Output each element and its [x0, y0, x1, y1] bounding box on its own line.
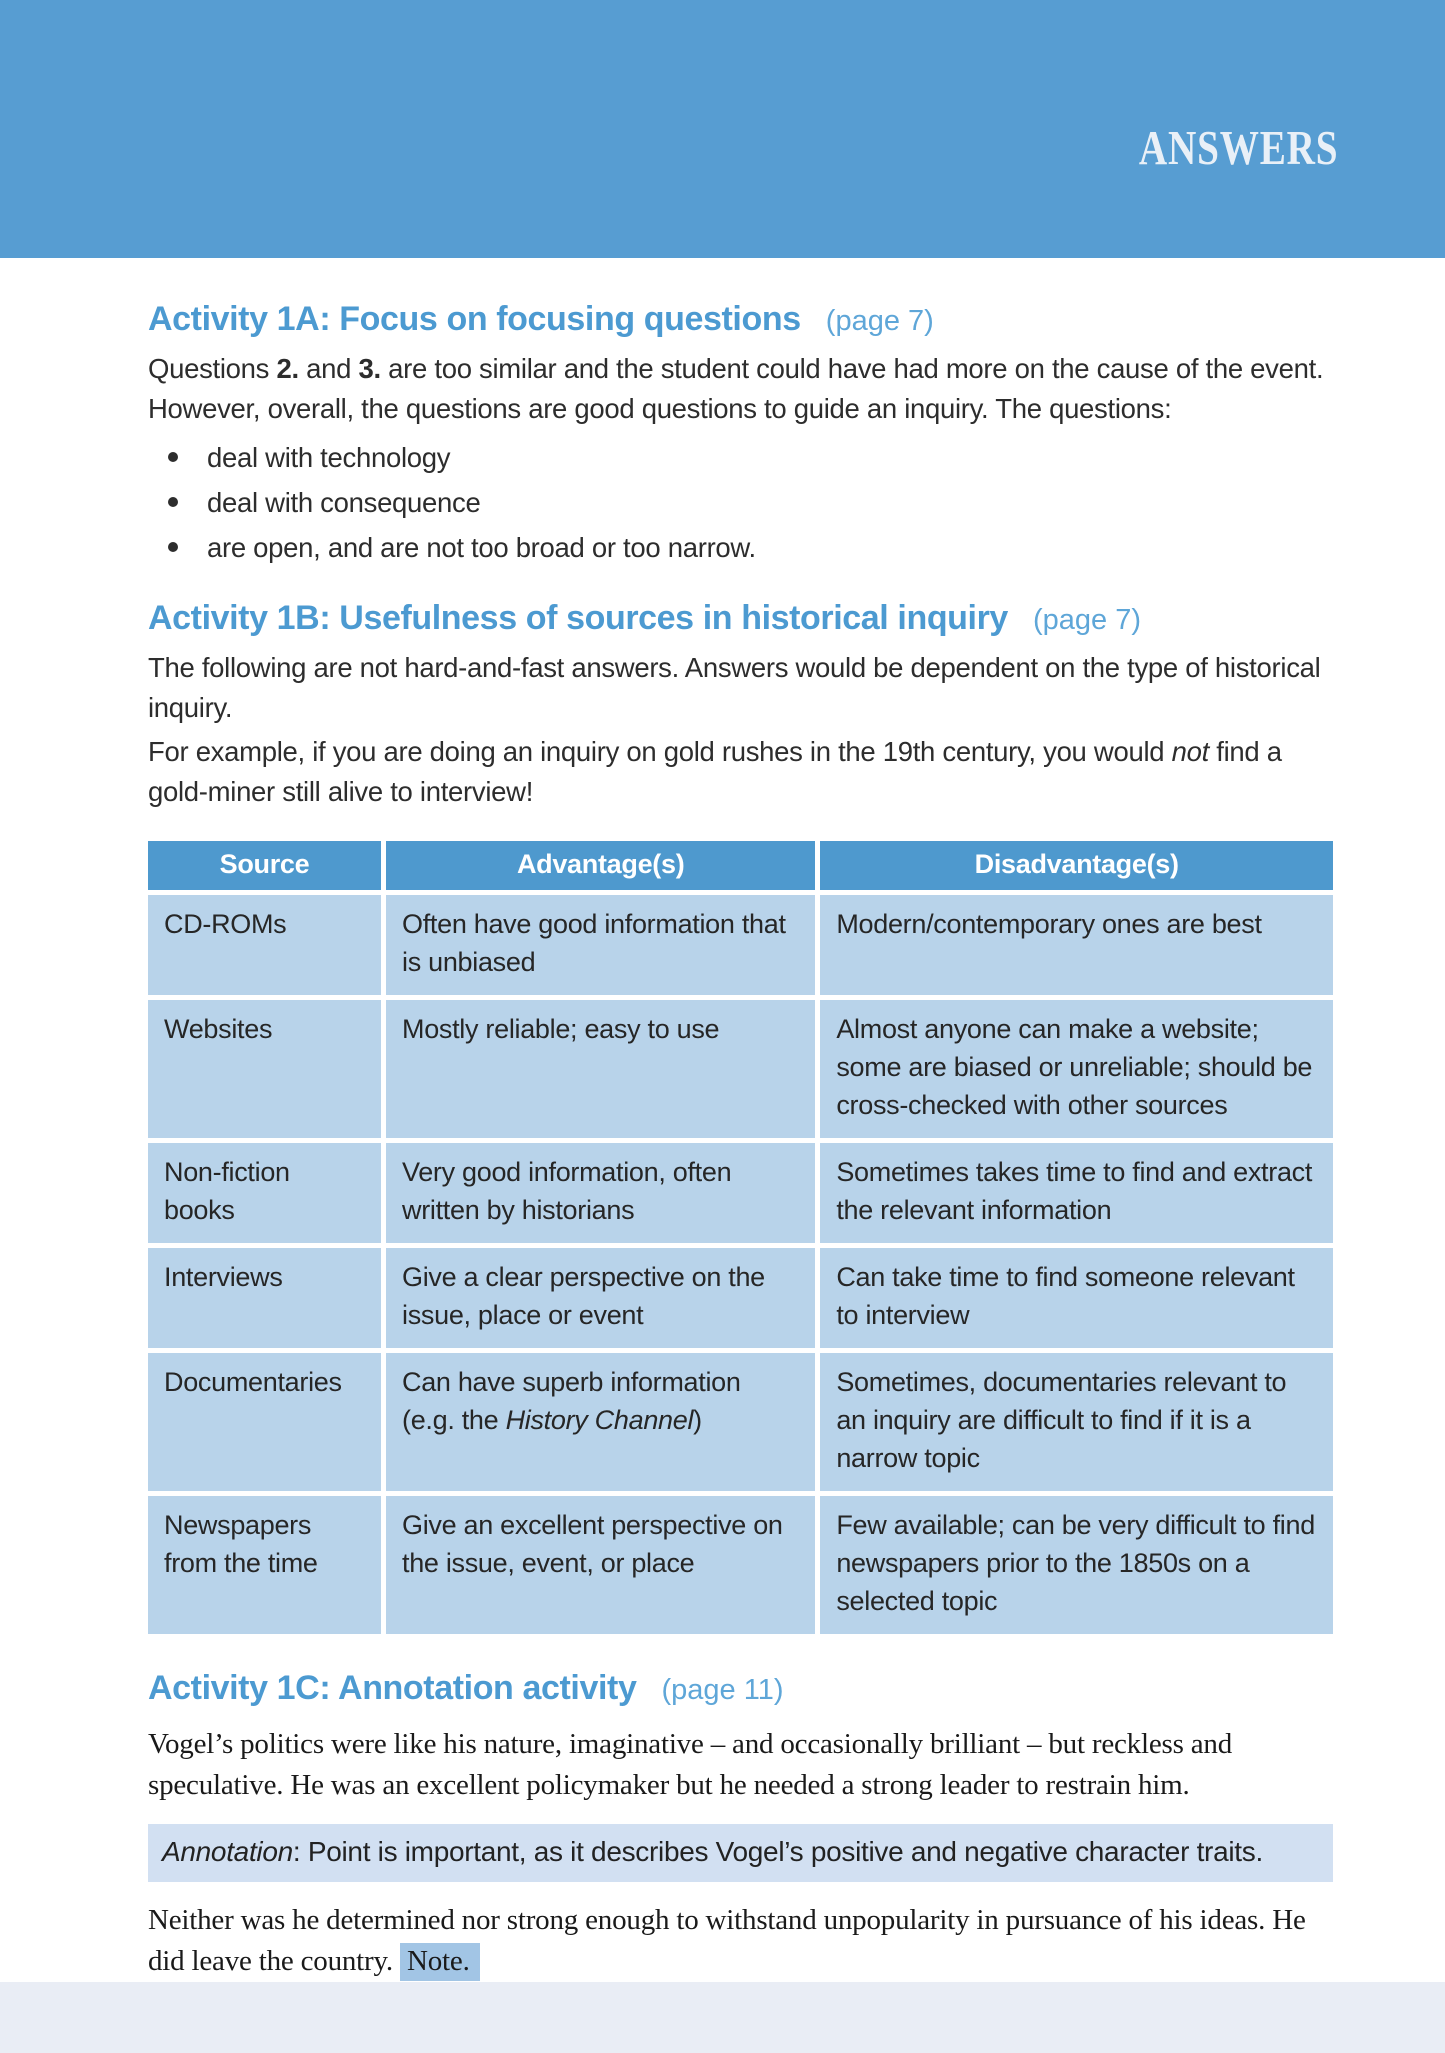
table-row [146, 1141, 1336, 1246]
column-header-advantage: Advantage(s) [384, 839, 818, 893]
cell-source: CD-ROMs [146, 893, 384, 998]
cell-disadvantage: Almost anyone can make a website; some are biased or unreliable; should be cross-checked with other sources [818, 998, 1336, 1141]
column-header-source: Source [146, 839, 384, 893]
cell-advantage: Can have superb information (e.g. the History Channel) [384, 1351, 818, 1494]
note-highlight: Note. [400, 1943, 480, 1981]
footer-band [0, 1982, 1445, 2053]
bullet-dot [168, 452, 178, 462]
annotation-callout-1: Annotation: Point is important, as it describes Vogel’s positive and negative character traits. [148, 1824, 1333, 1882]
sources-table [143, 836, 1338, 1639]
page-content [0, 258, 1445, 2053]
table-row [146, 1351, 1336, 1494]
activity-1a-title: Activity 1A: Focus on focusing questions [148, 300, 801, 338]
bullet-text: deal with technology [207, 442, 451, 473]
bullet-item [148, 527, 1333, 569]
bullet-text: are open, and are not too broad or too narrow. [207, 532, 756, 563]
cell-disadvantage: Sometimes, documentaries relevant to an inquiry are difficult to find if it is a narrow topic [818, 1351, 1336, 1494]
focusing-questions-bullet-list [148, 437, 1333, 569]
cell-source: Non-fiction books [146, 1141, 384, 1246]
cell-advantage: Often have good information that is unbiased [384, 893, 818, 998]
cell-advantage: Mostly reliable; easy to use [384, 998, 818, 1141]
activity-1b-heading [148, 599, 1333, 638]
bullet-item [148, 437, 1333, 479]
cell-disadvantage: Modern/contemporary ones are best [818, 893, 1336, 998]
activity-1a-page-ref: (page 7) [825, 305, 934, 337]
bullet-item [148, 482, 1333, 524]
bullet-dot [168, 497, 178, 507]
vogel-excerpt-para-1: Vogel’s politics were like his nature, imaginative – and occasionally brilliant – but reckless and speculative. He was an excellent policymaker but he needed a strong leader to restrain him. [148, 1728, 1233, 1801]
banner-title: ANSWERS [1138, 119, 1338, 175]
activity-1b-para-2: For example, if you are doing an inquiry on gold rushes in the 19th century, you would not find a gold-miner still alive to interview! [148, 736, 1282, 807]
table-row [146, 893, 1336, 998]
cell-advantage: Give a clear perspective on the issue, place or event [384, 1246, 818, 1351]
activity-1b-title: Activity 1B: Usefulness of sources in historical inquiry [148, 599, 1008, 637]
sources-table-header [146, 839, 1336, 893]
activity-1b-page-ref: (page 7) [1033, 604, 1142, 636]
cell-source: Documentaries [146, 1351, 384, 1494]
activity-1c-page-ref: (page 11) [661, 1674, 784, 1706]
cell-source: Newspapers from the time [146, 1494, 384, 1637]
bullet-dot [168, 542, 178, 552]
cell-disadvantage: Few available; can be very difficult to find newspapers prior to the 1850s on a selected topic [818, 1494, 1336, 1637]
cell-advantage: Give an excellent perspective on the issue, event, or place [384, 1494, 818, 1637]
cell-source: Websites [146, 998, 384, 1141]
activity-1a-intro: Questions 2. and 3. are too similar and the student could have had more on the cause of the event. However, overall, the questions are good questions to guide an inquiry. The questions: [148, 353, 1324, 424]
cell-disadvantage: Can take time to find someone relevant to interview [818, 1246, 1336, 1351]
table-row [146, 1246, 1336, 1351]
cell-source: Interviews [146, 1246, 384, 1351]
cell-disadvantage: Sometimes takes time to find and extract the relevant information [818, 1141, 1336, 1246]
activity-1a-section [148, 300, 1333, 569]
bullet-text: deal with consequence [207, 487, 481, 518]
activity-1a-heading [148, 300, 1333, 339]
activity-1c-title: Activity 1C: Annotation activity [148, 1669, 637, 1707]
table-row [146, 998, 1336, 1141]
vogel-excerpt-para-2: Neither was he determined nor strong enough to withstand unpopularity in pursuance of his ideas. He did leave the country. Note. [148, 1900, 1333, 1982]
table-header-row [146, 839, 1336, 893]
activity-1b-para-1: The following are not hard-and-fast answers. Answers would be dependent on the type of historical inquiry. [148, 652, 1321, 723]
activity-1b-section [148, 599, 1333, 1639]
column-header-disadvantage: Disadvantage(s) [818, 839, 1336, 893]
cell-advantage: Very good information, often written by historians [384, 1141, 818, 1246]
answers-banner [0, 0, 1445, 258]
sources-table-body [146, 893, 1336, 1637]
table-row [146, 1494, 1336, 1637]
activity-1c-heading [148, 1669, 1333, 1708]
